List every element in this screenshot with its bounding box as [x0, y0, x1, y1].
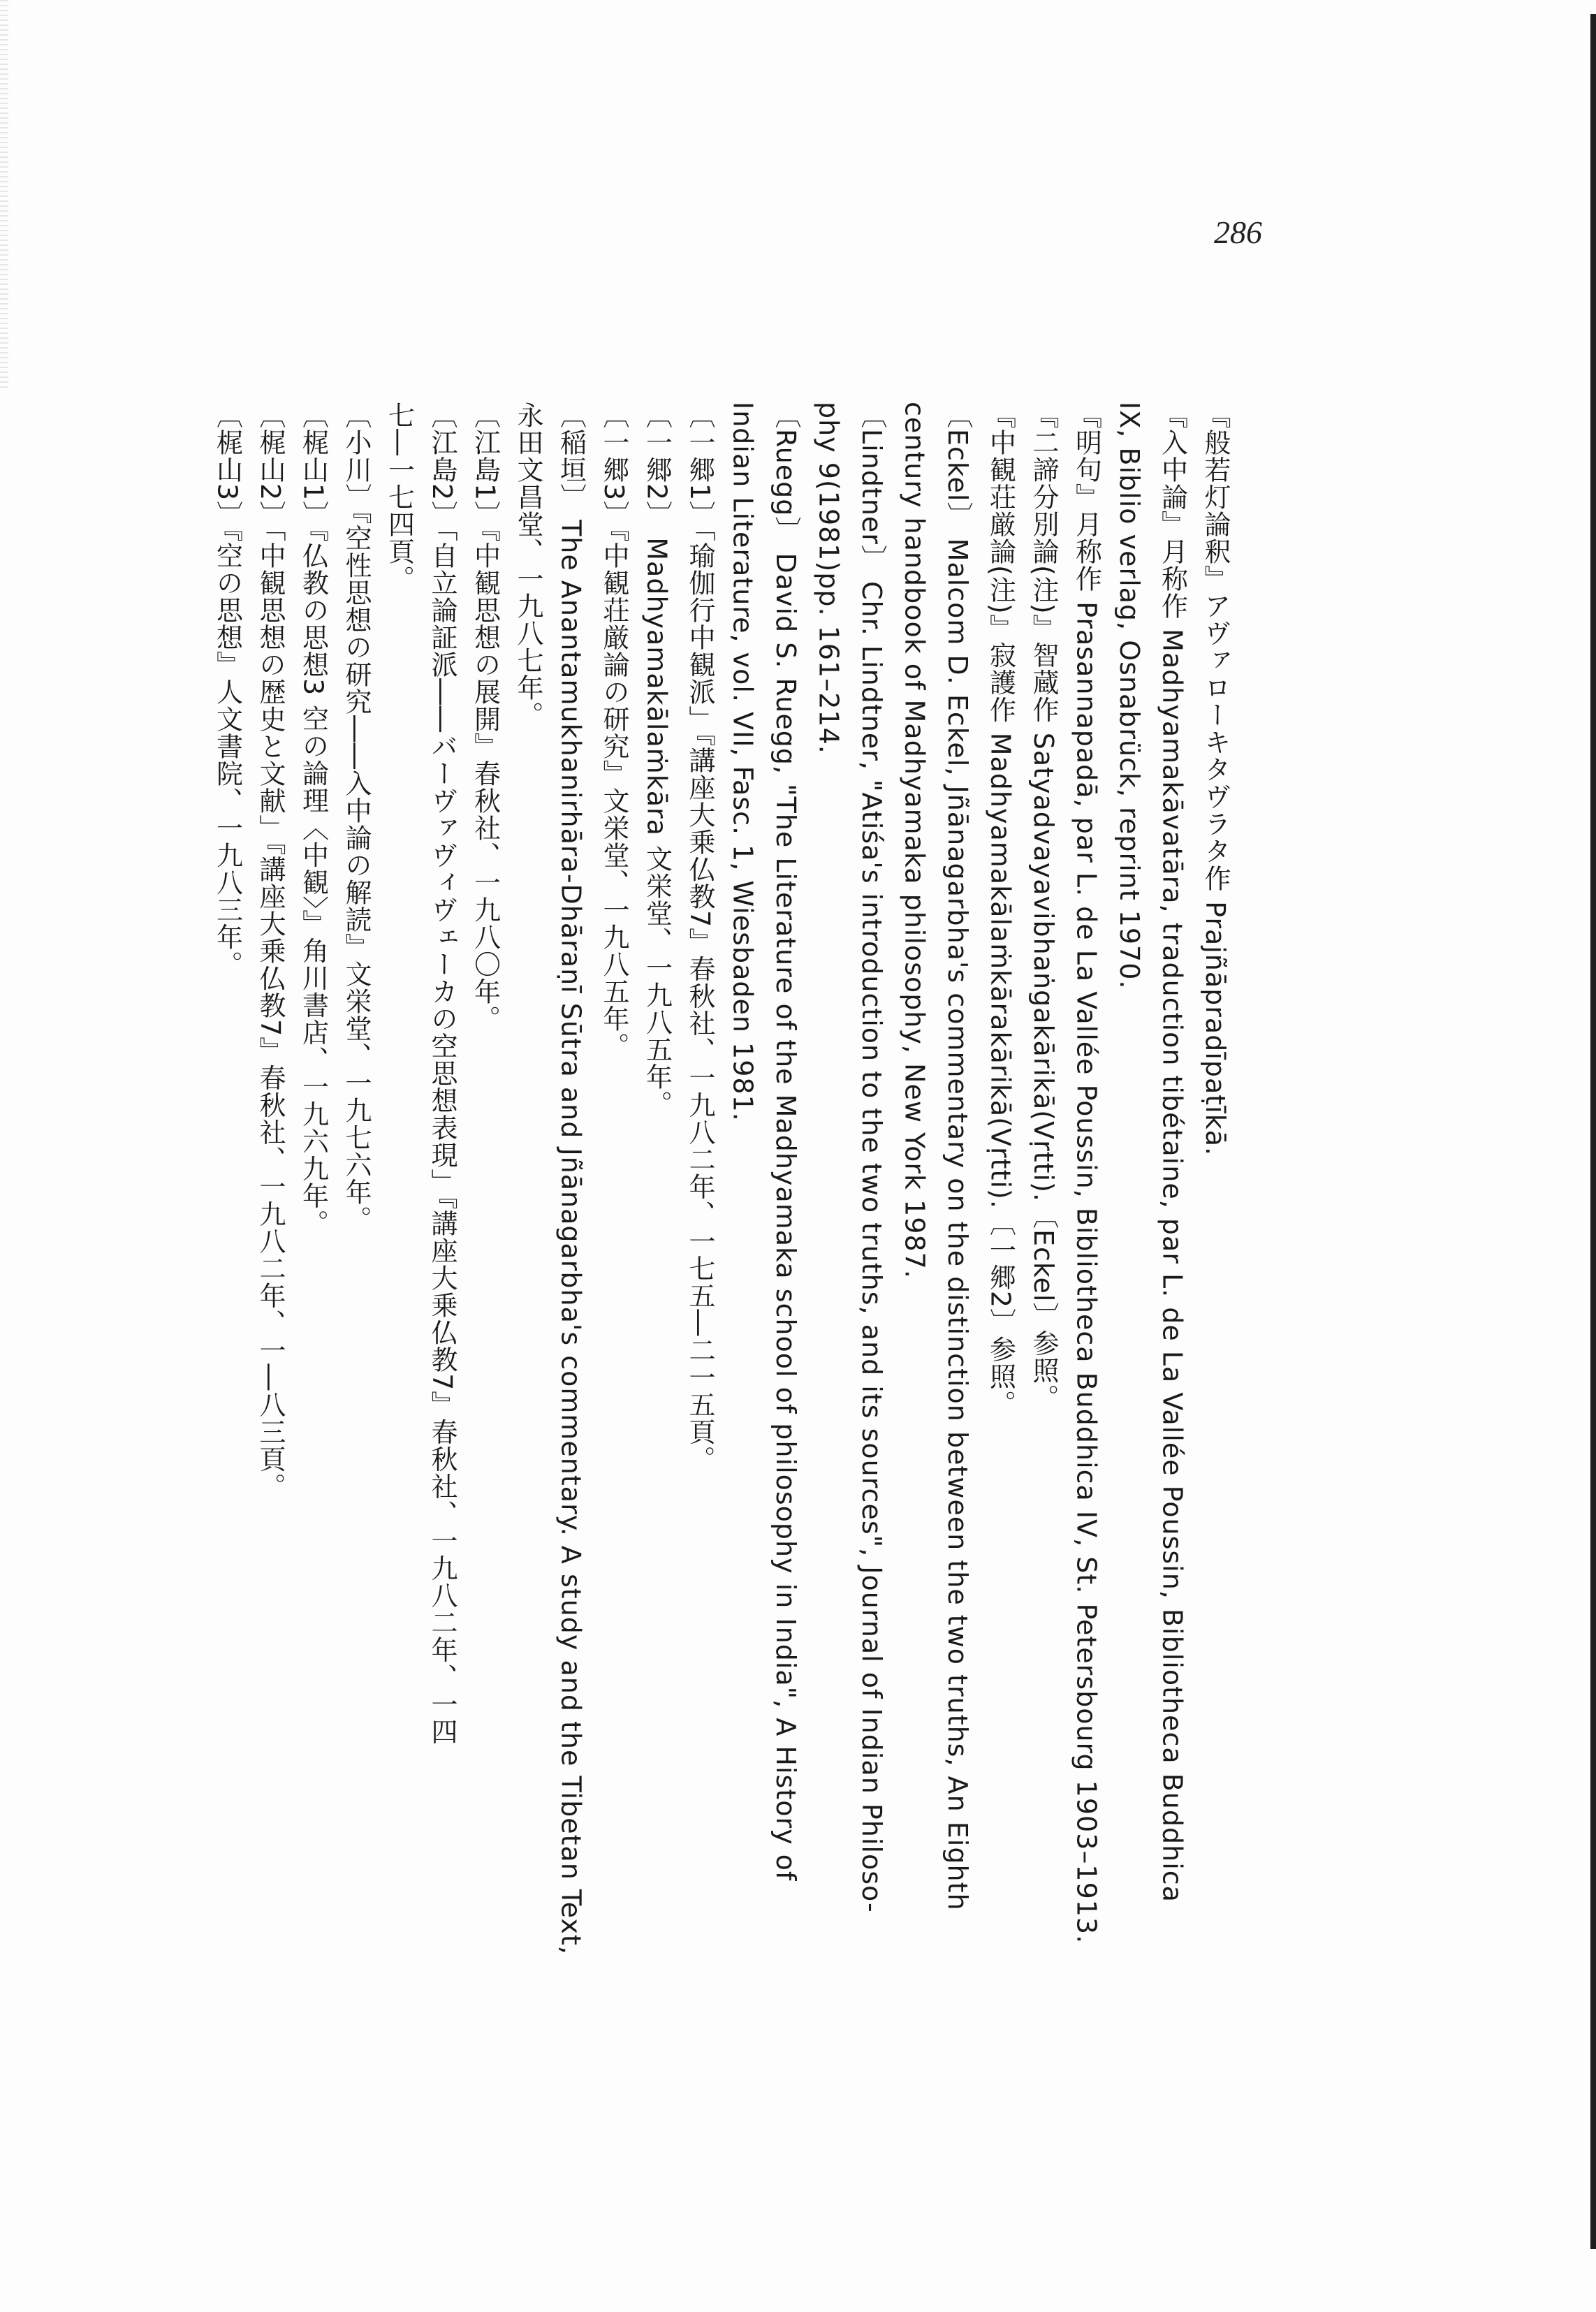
bibliography-line: 『二諦分別論(注)』智蔵作 Satyadvayavibhaṅgakārikā(Vṛtti).〔Eckel〕参照。 [1028, 402, 1059, 1412]
bibliography-line: 『明句』月称作 Prasannapadā, par L. de La Vallée Poussin, Bibliotheca Buddhica IV, St. Petersbourg 1903–1913. [1071, 402, 1102, 1945]
bibliography-line: 〔梶山1〕『仏教の思想3 空の論理〈中観〉』角川書店、一九六九年。 [298, 402, 329, 1237]
bibliography-line: 〔Ruegg〕 David S. Ruegg, "The Literature of the Madhyamaka school of philosophy in India", A History of [770, 402, 801, 1882]
bibliography-line: IX, Biblio verlag, Osnabrück, reprint 1970. [1114, 402, 1145, 990]
binding-edge [1590, 14, 1596, 2249]
page-number: 286 [1214, 214, 1262, 250]
bibliography-line: 〔江島1〕『中観思想の展開』春秋社、一九八〇年。 [469, 402, 501, 1033]
bibliography-line: 〔江島2〕「自立論証派――バーヴァヴィヴェーカの空思想表現」『講座大乗仏教7』春秋社、一九八二年、一四 [427, 402, 457, 1746]
bibliography-line: 〔Lindtner〕 Chr. Lindtner, "Atiśa's introduction to the two truths, and its sources", Journal of Indian Philoso- [856, 402, 887, 1913]
bibliography-line: 〔梶山3〕『空の思想』人文書院、一九八三年。 [212, 402, 243, 979]
bibliography-line: 〔一郷1〕「瑜伽行中観派」『講座大乗仏教7』春秋社、一九八二年、一七五―二一五頁。 [684, 402, 715, 1473]
bibliography-line: 『入中論』月称作 Madhyamakāvatāra, traduction tibétaine, par L. de La Vallée Poussin, Bibliotheca Buddhica [1157, 402, 1188, 1903]
bibliography-line: phy 9(1981)pp. 161–214. [813, 402, 844, 754]
bibliography-line: 〔一郷3〕『中観荘厳論の研究』文栄堂、一九八五年。 [599, 402, 629, 1060]
bibliography-line: 『般若灯論釈』アヴァローキタヴラタ作 Prajñāpradīpaṭīkā. [1200, 402, 1231, 1157]
scan-edge-artifact [0, 0, 8, 391]
bibliography-line: 〔一郷2〕 Madhyamakālaṁkāra 文栄堂、一九八五年。 [641, 402, 673, 1118]
bibliography-line: 七―一七四頁。 [383, 402, 415, 592]
bibliography-line: 『中観荘厳論(注)』寂護作 Madhyamakālaṁkārakārikā(Vṛtti).〔一郷2〕参照。 [985, 402, 1016, 1418]
bibliography-line: 〔梶山2〕「中観思想の歴史と文献」『講座大乗仏教7』春秋社、一九八二年、一―八三頁。 [255, 402, 286, 1500]
bibliography-line: 〔稲垣〕 The Anantamukhanirhāra-Dhāraṇī Sūtra and Jñānagarbha's commentary. A study and the Tibetan Text, [555, 402, 587, 1955]
bibliography-text [105, 402, 1236, 2148]
bibliography-line: 〔小川〕『空性思想の研究――入中論の解読』文栄堂、一九七六年。 [341, 402, 372, 1233]
bibliography-line: 〔Eckel〕 Malcom D. Eckel, Jñānagarbha's commentary on the distinction between the two truths, An Eighth [942, 402, 973, 1911]
bibliography-line: century handbook of Madhyamaka philosophy, New York 1987. [899, 402, 930, 1279]
bibliography-line: Indian Literature, vol. VII, Fasc. 1, Wiesbaden 1981. [727, 402, 759, 1122]
bibliography-line: 永田文昌堂、一九八七年。 [513, 402, 543, 729]
